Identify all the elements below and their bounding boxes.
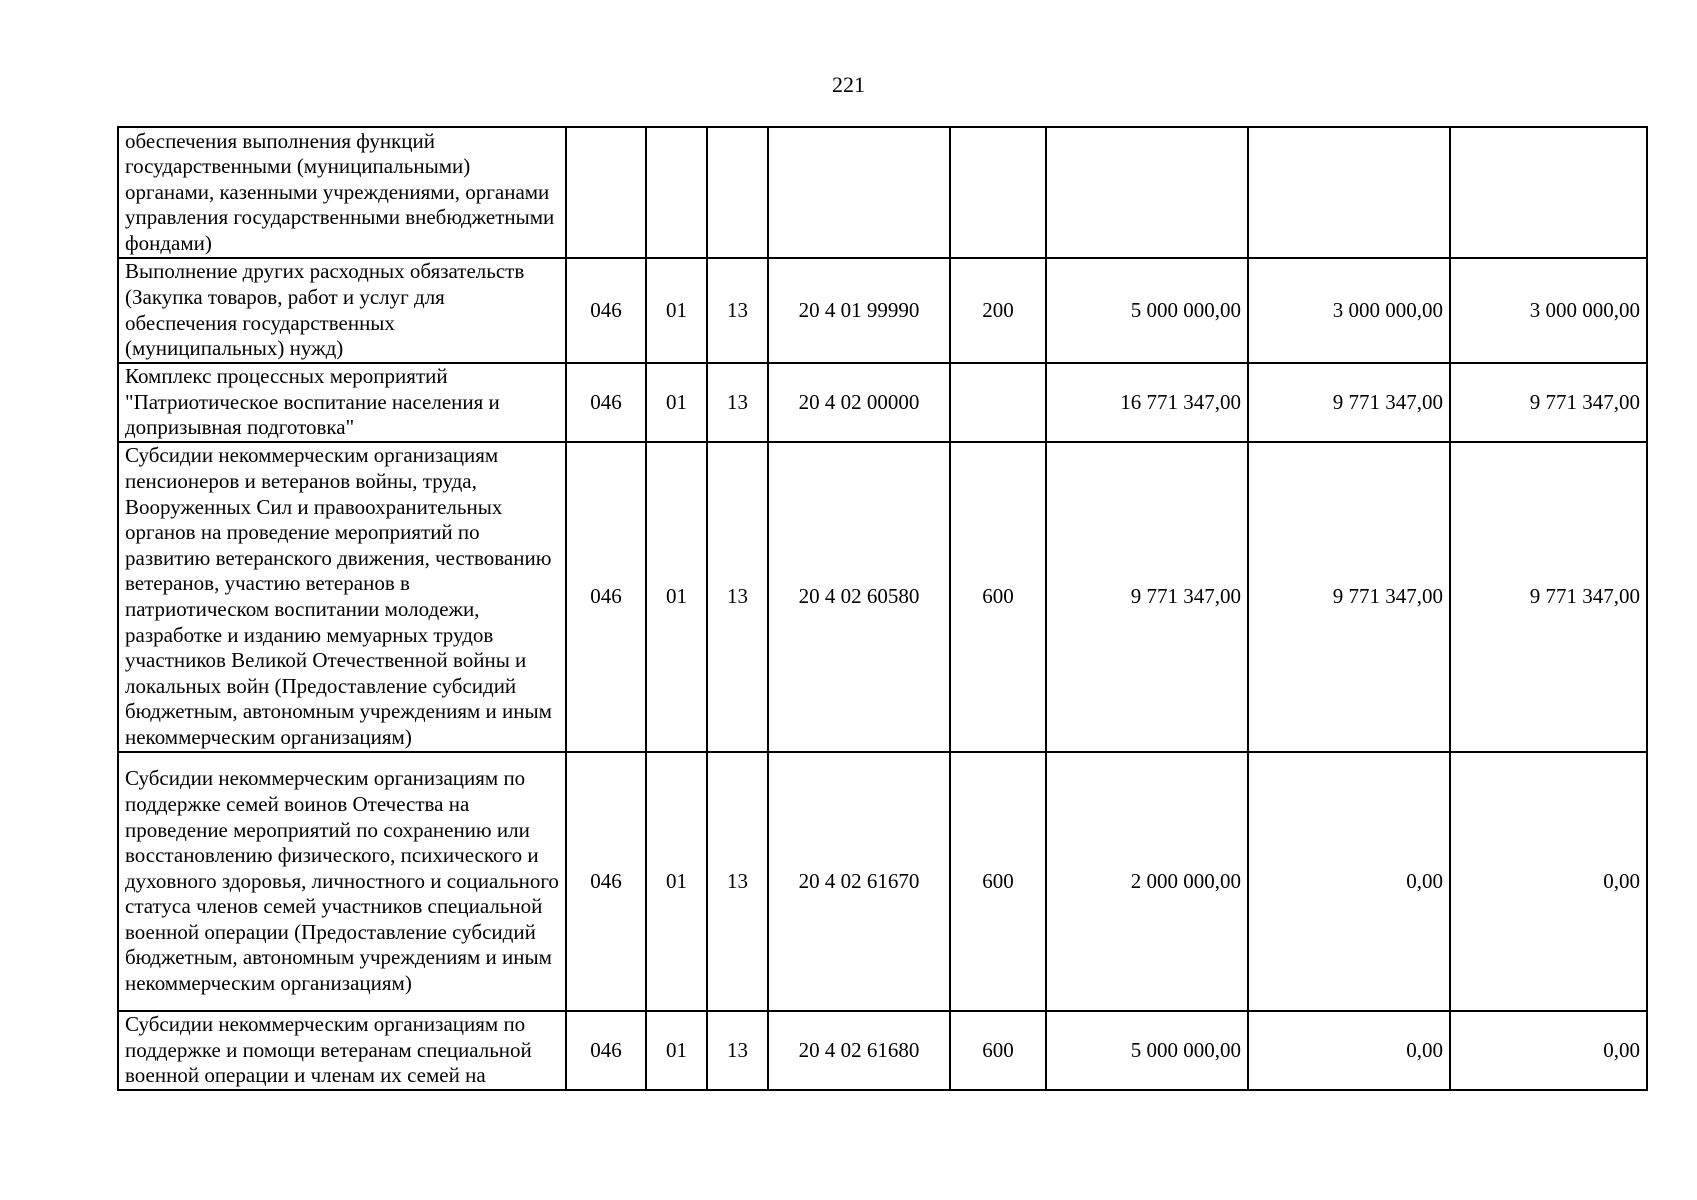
- ministry-code: [566, 127, 646, 258]
- table-row: [118, 258, 1647, 363]
- expense-type: 600: [950, 1011, 1046, 1090]
- row-name: Комплекс процессных мероприятий "Патриотическое воспитание населения и допризывная подготовка": [118, 363, 566, 442]
- table-row: [118, 363, 1647, 442]
- section-code: 01: [646, 258, 707, 363]
- budget-table: [117, 126, 1648, 1091]
- table-row: [118, 127, 1647, 258]
- subsection-code: 13: [707, 258, 768, 363]
- section-code: 01: [646, 1011, 707, 1090]
- row-name: Субсидии некоммерческим организациям пенсионеров и ветеранов войны, труда, Вооруженных Сил и правоохранительных органов на проведение мероприятий по развитию ветеранского движения, чествованию ветеранов, участию ветеранов в патриотическом воспитании молодежи, разработке и изданию мемуарных трудов участников Великой Отечественной войны и локальных войн (Предоставление субсидий бюджетным, автономным учреждениям и иным некоммерческим организациям): [118, 442, 566, 752]
- amount-year-2: 9 771 347,00: [1248, 442, 1450, 752]
- ministry-code: 046: [566, 363, 646, 442]
- subsection-code: 13: [707, 1011, 768, 1090]
- amount-year-2: [1248, 127, 1450, 258]
- expense-type: [950, 363, 1046, 442]
- table-row: [118, 752, 1647, 1011]
- amount-year-3: 0,00: [1450, 752, 1647, 1011]
- amount-year-2: 9 771 347,00: [1248, 363, 1450, 442]
- amount-year-3: [1450, 127, 1647, 258]
- target-article: [768, 127, 950, 258]
- row-name: обеспечения выполнения функций государственными (муниципальными) органами, казенными учреждениями, органами управления государственными внебюджетными фондами): [118, 127, 566, 258]
- section-code: 01: [646, 442, 707, 752]
- expense-type: 600: [950, 752, 1046, 1011]
- subsection-code: 13: [707, 363, 768, 442]
- ministry-code: 046: [566, 258, 646, 363]
- expense-type: [950, 127, 1046, 258]
- table-row: [118, 1011, 1647, 1090]
- row-name: Субсидии некоммерческим организациям по поддержке и помощи ветеранам специальной военной операции и членам их семей на: [118, 1011, 566, 1090]
- expense-type: 600: [950, 442, 1046, 752]
- amount-year-2: 0,00: [1248, 752, 1450, 1011]
- amount-year-3: 9 771 347,00: [1450, 363, 1647, 442]
- ministry-code: 046: [566, 442, 646, 752]
- section-code: 01: [646, 752, 707, 1011]
- ministry-code: 046: [566, 752, 646, 1011]
- amount-year-1: 5 000 000,00: [1046, 258, 1248, 363]
- subsection-code: 13: [707, 442, 768, 752]
- target-article: 20 4 02 61670: [768, 752, 950, 1011]
- section-code: 01: [646, 363, 707, 442]
- row-name: Субсидии некоммерческим организациям по поддержке семей воинов Отечества на проведение мероприятий по сохранению или восстановлению физического, психического и духовного здоровья, личностного и социального статуса членов семей участников специальной военной операции (Предоставление субсидий бюджетным, автономным учреждениям и иным некоммерческим организациям): [118, 752, 566, 1011]
- amount-year-1: 2 000 000,00: [1046, 752, 1248, 1011]
- target-article: 20 4 01 99990: [768, 258, 950, 363]
- subsection-code: 13: [707, 752, 768, 1011]
- expense-type: 200: [950, 258, 1046, 363]
- amount-year-3: 9 771 347,00: [1450, 442, 1647, 752]
- amount-year-2: 0,00: [1248, 1011, 1450, 1090]
- amount-year-1: 5 000 000,00: [1046, 1011, 1248, 1090]
- row-name: Выполнение других расходных обязательств (Закупка товаров, работ и услуг для обеспечения государственных (муниципальных) нужд): [118, 258, 566, 363]
- amount-year-3: 0,00: [1450, 1011, 1647, 1090]
- target-article: 20 4 02 60580: [768, 442, 950, 752]
- amount-year-1: [1046, 127, 1248, 258]
- subsection-code: [707, 127, 768, 258]
- section-code: [646, 127, 707, 258]
- amount-year-1: 16 771 347,00: [1046, 363, 1248, 442]
- table-row: [118, 442, 1647, 752]
- target-article: 20 4 02 00000: [768, 363, 950, 442]
- target-article: 20 4 02 61680: [768, 1011, 950, 1090]
- amount-year-1: 9 771 347,00: [1046, 442, 1248, 752]
- amount-year-3: 3 000 000,00: [1450, 258, 1647, 363]
- amount-year-2: 3 000 000,00: [1248, 258, 1450, 363]
- ministry-code: 046: [566, 1011, 646, 1090]
- page-number: 221: [832, 72, 865, 97]
